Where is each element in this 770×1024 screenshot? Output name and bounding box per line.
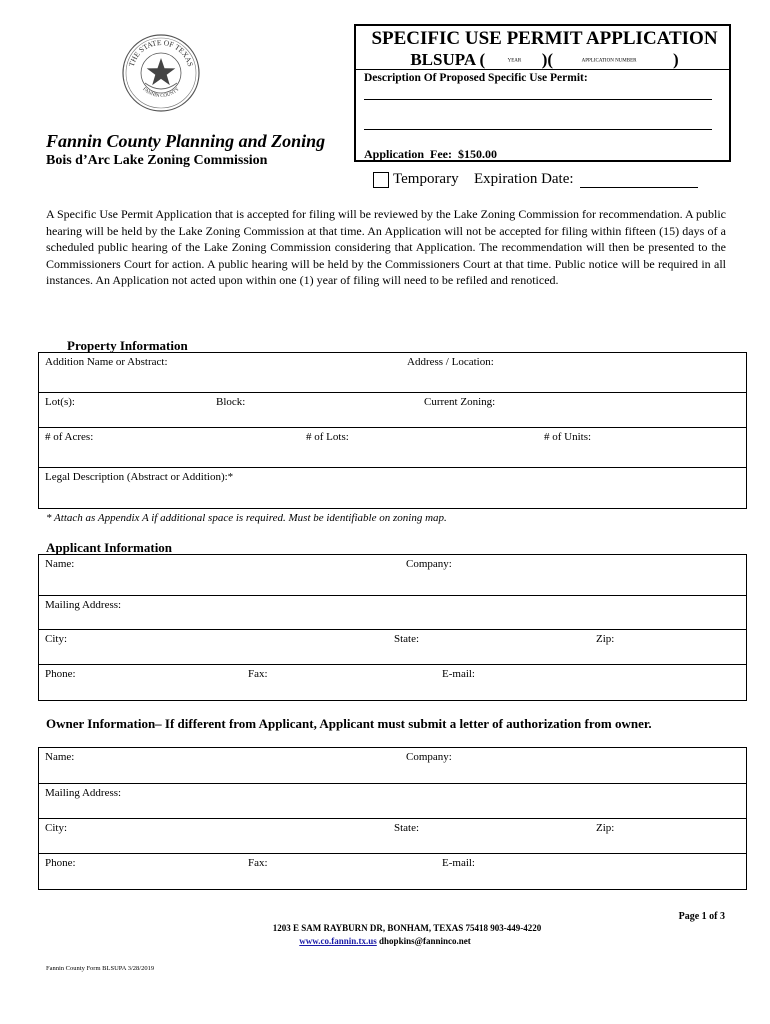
commission-name: Bois d’Arc Lake Zoning Commission bbox=[46, 153, 268, 168]
owner-row-2 bbox=[39, 784, 746, 819]
footer-address: 1203 E SAM RAYBURN DR, BONHAM, TEXAS 75418 903-449-4220 bbox=[272, 923, 542, 933]
owner-city-label: City: bbox=[45, 822, 68, 834]
application-fee bbox=[364, 147, 497, 162]
owner-zip-label: Zip: bbox=[596, 822, 615, 834]
property-row-4 bbox=[39, 468, 746, 508]
owner-fax-label: Fax: bbox=[248, 857, 268, 869]
fee-value: $150.00 bbox=[458, 147, 497, 161]
owner-phone-label: Phone: bbox=[45, 857, 76, 869]
addition-label: Addition Name or Abstract: bbox=[45, 356, 168, 368]
block-label: Block: bbox=[216, 396, 246, 408]
acres-label: # of Acres: bbox=[45, 431, 94, 443]
property-row-3 bbox=[39, 428, 746, 468]
description-line-1[interactable] bbox=[364, 99, 712, 100]
org-name: Fannin County Planning and Zoning bbox=[46, 131, 326, 151]
owner-name-label: Name: bbox=[45, 751, 75, 763]
units-label: # of Units: bbox=[544, 431, 592, 443]
applicant-state-label: State: bbox=[394, 633, 420, 645]
applicant-zip-label: Zip: bbox=[596, 633, 615, 645]
star-icon bbox=[147, 58, 176, 85]
fee-label: Application Fee: bbox=[364, 147, 452, 161]
applicant-fax-label: Fax: bbox=[248, 668, 268, 680]
applicant-row-2 bbox=[39, 596, 746, 630]
code-separator: )( bbox=[541, 50, 554, 69]
applicant-row-3 bbox=[39, 630, 746, 665]
applicant-heading: Applicant Information bbox=[46, 540, 173, 555]
owner-email-label: E-mail: bbox=[442, 857, 475, 869]
applicant-phone-label: Phone: bbox=[45, 668, 76, 680]
address-label: Address / Location: bbox=[407, 356, 494, 368]
temporary-label: Temporary bbox=[393, 171, 459, 187]
legal-description-label: Legal Description (Abstract or Addition):* bbox=[45, 471, 234, 483]
applicant-city-label: City: bbox=[45, 633, 68, 645]
property-heading: Property Information bbox=[67, 338, 188, 353]
page-number: Page 1 of 3 bbox=[678, 911, 725, 922]
owner-table bbox=[38, 747, 747, 890]
owner-state-label: State: bbox=[394, 822, 420, 834]
seal-bottom-text: FANNIN COUNTY bbox=[141, 86, 181, 100]
applicant-mailing-label: Mailing Address: bbox=[45, 599, 122, 611]
permit-code-line bbox=[356, 50, 733, 70]
owner-company-label: Company: bbox=[406, 751, 452, 763]
footer-contact bbox=[0, 936, 770, 946]
owner-heading: Owner Information– If different from Applicant, Applicant must submit a letter of authorization from owner. bbox=[46, 716, 652, 731]
county-seal bbox=[121, 33, 201, 113]
website-link[interactable]: www.co.fannin.tx.us bbox=[299, 936, 377, 946]
applicant-email-label: E-mail: bbox=[442, 668, 475, 680]
owner-row-3 bbox=[39, 819, 746, 854]
seal-top-text: THE STATE OF TEXAS bbox=[126, 37, 196, 68]
owner-row-1 bbox=[39, 748, 746, 784]
lots-label: Lot(s): bbox=[45, 396, 75, 408]
box-divider bbox=[356, 69, 729, 70]
permit-header-box bbox=[354, 24, 731, 162]
owner-row-4 bbox=[39, 854, 746, 889]
expiration-date-field[interactable] bbox=[580, 187, 698, 188]
contact-email: dhopkins@fanninco.net bbox=[379, 936, 471, 946]
property-row-1 bbox=[39, 353, 746, 393]
application-number-label: APPLICATION NUMBER bbox=[581, 58, 637, 64]
owner-mailing-label: Mailing Address: bbox=[45, 787, 122, 799]
description-line-2[interactable] bbox=[364, 129, 712, 130]
property-table bbox=[38, 352, 747, 509]
applicant-row-4 bbox=[39, 665, 746, 700]
form-title: SPECIFIC USE PERMIT APPLICATION bbox=[371, 28, 718, 49]
appendix-note: * Attach as Appendix A if additional space is required. Must be identifiable on zoning map. bbox=[46, 512, 447, 524]
code-prefix: BLSUPA ( bbox=[410, 50, 486, 69]
intro-paragraph: A Specific Use Permit Application that is accepted for filing will be reviewed by the Lake Zoning Commission for recommendation. A public hearing will be held by the Lake Zoning Commission at that time. An Application will not be accepted for filing within fifteen (15) days of a scheduled public hearing of the Lake Zoning Commission considering that Application. The recommendation will then be presented to the Commissioners Court for action. A public hearing will be held by the Commissioners Court at that time. Public notice will be required in all instances. An Application not acted upon within one (1) year of filing will need to be refiled and renoticed. bbox=[46, 207, 726, 287]
num-lots-label: # of Lots: bbox=[306, 431, 349, 443]
year-label: YEAR bbox=[507, 58, 522, 64]
applicant-row-1 bbox=[39, 555, 746, 596]
form-id: Fannin County Form BLSUPA 3/28/2019 bbox=[46, 965, 155, 972]
applicant-company-label: Company: bbox=[406, 558, 452, 570]
code-suffix: ) bbox=[672, 50, 679, 69]
temporary-checkbox[interactable] bbox=[373, 172, 389, 188]
applicant-name-label: Name: bbox=[45, 558, 75, 570]
zoning-label: Current Zoning: bbox=[424, 396, 496, 408]
expiration-date-label: Expiration Date: bbox=[474, 171, 574, 187]
description-label: Description Of Proposed Specific Use Permit: bbox=[364, 72, 588, 84]
property-row-2 bbox=[39, 393, 746, 428]
applicant-table bbox=[38, 554, 747, 701]
